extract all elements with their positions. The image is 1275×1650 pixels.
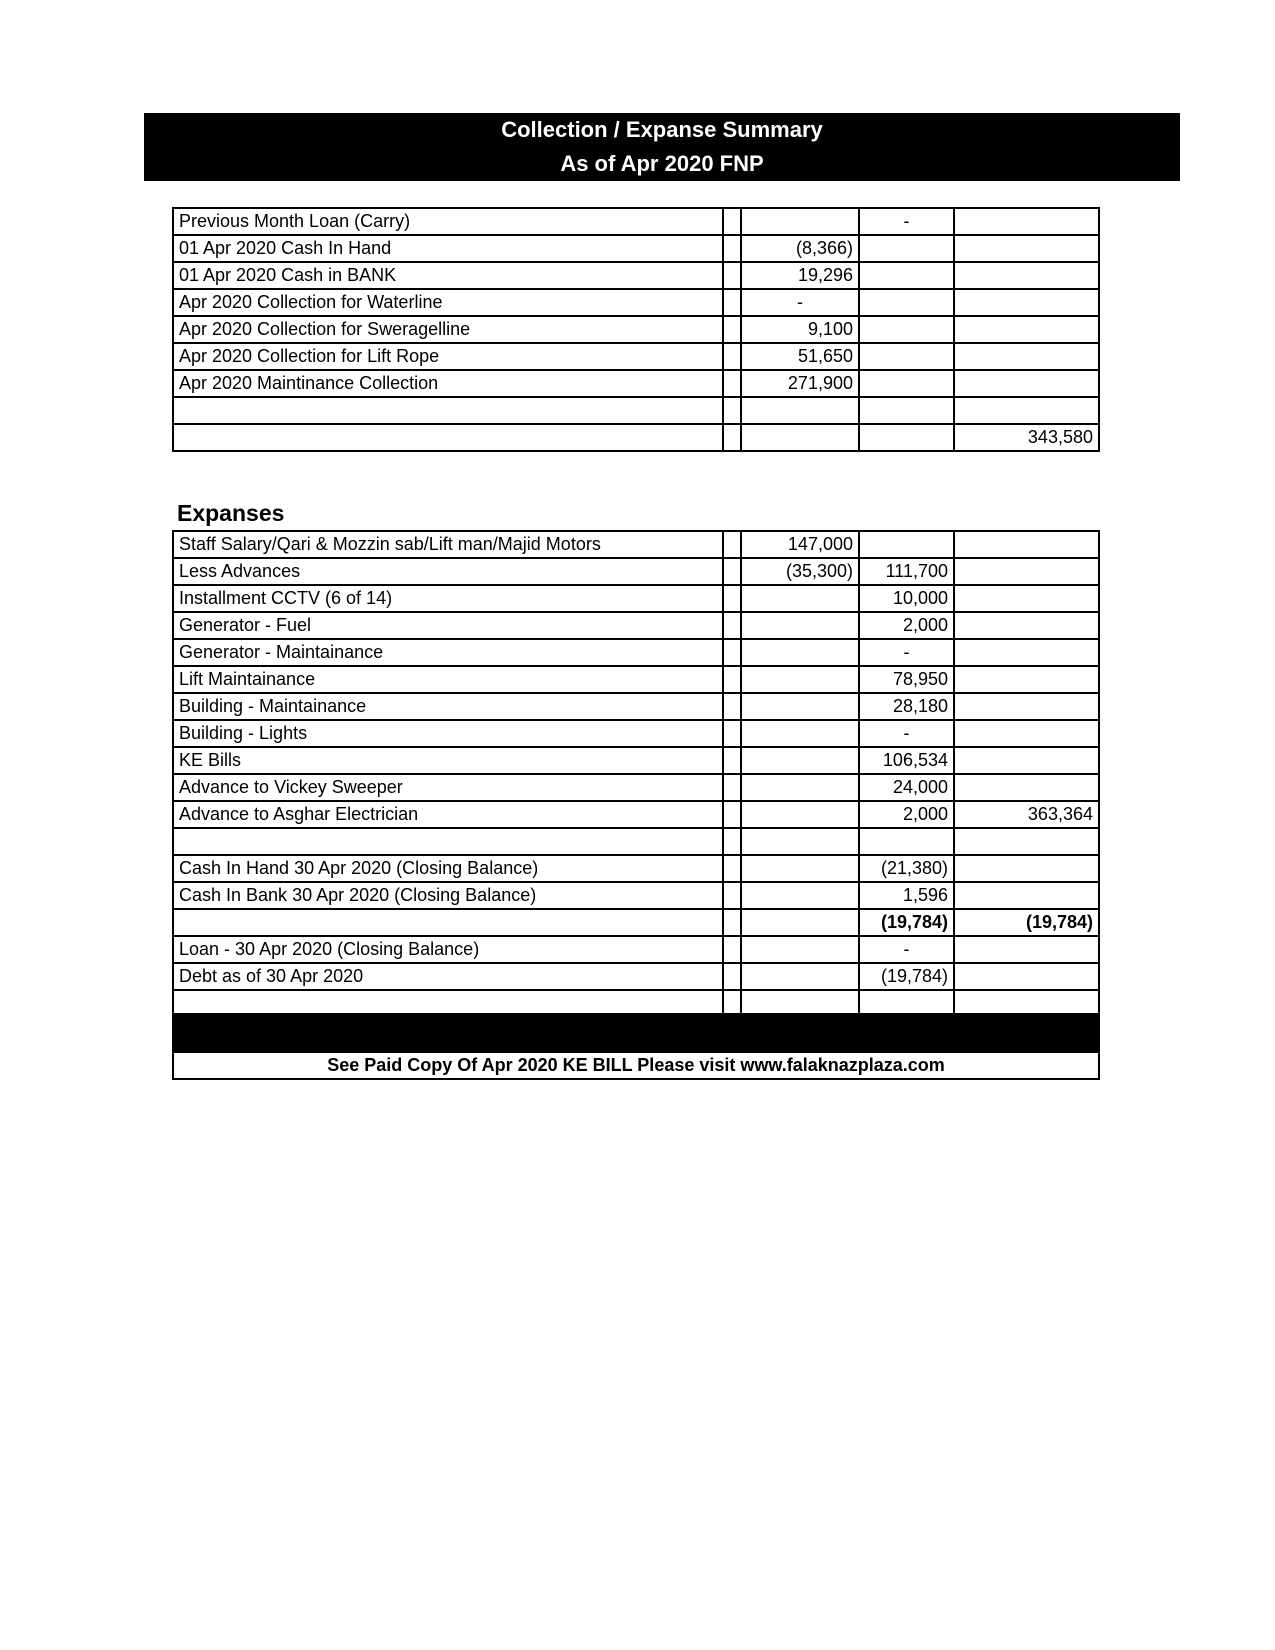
table-row (173, 585, 1099, 612)
expenses-heading: Expanses (177, 500, 285, 526)
table-row (173, 666, 1099, 693)
table-row (173, 612, 1099, 639)
table-row (173, 208, 1099, 235)
expenses-table (172, 530, 1100, 1080)
dark-band (173, 1014, 1099, 1052)
row-label: Building - Lights (173, 720, 723, 747)
table-row (173, 828, 1099, 855)
table-row (173, 747, 1099, 774)
row-value-c: 363,364 (954, 801, 1099, 828)
row-value-b (859, 397, 954, 424)
row-value-a: 19,296 (741, 262, 859, 289)
row-label: Previous Month Loan (Carry) (173, 208, 723, 235)
row-label: Staff Salary/Qari & Mozzin sab/Lift man/Majid Motors (173, 531, 723, 558)
row-label: Advance to Vickey Sweeper (173, 774, 723, 801)
row-label: Advance to Asghar Electrician (173, 801, 723, 828)
footer-row (173, 1052, 1099, 1079)
row-value-c (954, 639, 1099, 666)
table-row (173, 558, 1099, 585)
row-label: Installment CCTV (6 of 14) (173, 585, 723, 612)
row-value-b (859, 316, 954, 343)
row-value-b: 78,950 (859, 666, 954, 693)
row-value-c: 343,580 (954, 424, 1099, 451)
row-value-a (741, 747, 859, 774)
table-row (173, 397, 1099, 424)
row-value-c (954, 208, 1099, 235)
row-label (173, 397, 723, 424)
row-value-b: 24,000 (859, 774, 954, 801)
row-value-c (954, 774, 1099, 801)
row-value-a: 147,000 (741, 531, 859, 558)
debt-row (173, 963, 1099, 990)
row-label: Lift Maintainance (173, 666, 723, 693)
closing-total-c: (19,784) (954, 909, 1099, 936)
row-value: 1,596 (859, 882, 954, 909)
row-value-b (859, 289, 954, 316)
row-value-b: - (859, 208, 954, 235)
row-label: Cash In Bank 30 Apr 2020 (Closing Balance) (173, 882, 723, 909)
row-value-a (741, 585, 859, 612)
row-label: KE Bills (173, 747, 723, 774)
row-label: Less Advances (173, 558, 723, 585)
table-row (173, 316, 1099, 343)
row-value-a: - (741, 289, 859, 316)
table-row (173, 639, 1099, 666)
table-row (173, 990, 1099, 1014)
row-value-a (741, 720, 859, 747)
row-value-b: 2,000 (859, 801, 954, 828)
row-value: - (859, 936, 954, 963)
row-value-b: 106,534 (859, 747, 954, 774)
table-row (173, 531, 1099, 558)
row-value-b: 28,180 (859, 693, 954, 720)
row-value-b: 10,000 (859, 585, 954, 612)
table-row (173, 370, 1099, 397)
row-value-c (954, 720, 1099, 747)
row-value-c (954, 262, 1099, 289)
page-subtitle: As of Apr 2020 FNP (560, 151, 764, 176)
row-label: Cash In Hand 30 Apr 2020 (Closing Balance) (173, 855, 723, 882)
table-row (173, 774, 1099, 801)
row-value-c (954, 612, 1099, 639)
row-value-a (741, 666, 859, 693)
row-value-b: - (859, 639, 954, 666)
row-value-a: 51,650 (741, 343, 859, 370)
collection-table (172, 207, 1100, 452)
row-label: Building - Maintainance (173, 693, 723, 720)
page-title: Collection / Expanse Summary (501, 117, 823, 142)
row-value-b (859, 235, 954, 262)
row-value-c (954, 531, 1099, 558)
row-value-a (741, 612, 859, 639)
row-value-a (741, 397, 859, 424)
row-label: Apr 2020 Collection for Sweragelline (173, 316, 723, 343)
row-value-c (954, 747, 1099, 774)
row-value-b: 111,700 (859, 558, 954, 585)
row-value-c (954, 585, 1099, 612)
footer-note: See Paid Copy Of Apr 2020 KE BILL Please visit www.falaknazplaza.com (173, 1052, 1099, 1079)
row-value-c (954, 289, 1099, 316)
table-row (173, 720, 1099, 747)
row-value-a (741, 801, 859, 828)
closing-total-row (173, 909, 1099, 936)
row-value-a: (8,366) (741, 235, 859, 262)
row-value-c (954, 370, 1099, 397)
row-value-b: - (859, 720, 954, 747)
row-label: Debt as of 30 Apr 2020 (173, 963, 723, 990)
table-row (173, 801, 1099, 828)
row-value-c (954, 666, 1099, 693)
closing-total-b: (19,784) (859, 909, 954, 936)
row-value-b (859, 531, 954, 558)
row-value-b (859, 262, 954, 289)
row-value-b (859, 343, 954, 370)
row-label: Loan - 30 Apr 2020 (Closing Balance) (173, 936, 723, 963)
row-value-a: (35,300) (741, 558, 859, 585)
cash-in-hand-row (173, 855, 1099, 882)
row-label: Apr 2020 Collection for Lift Rope (173, 343, 723, 370)
row-label: 01 Apr 2020 Cash in BANK (173, 262, 723, 289)
table-row (173, 343, 1099, 370)
row-value-a (741, 639, 859, 666)
table-row (173, 289, 1099, 316)
cash-in-bank-row (173, 882, 1099, 909)
row-value-c (954, 558, 1099, 585)
row-label: 01 Apr 2020 Cash In Hand (173, 235, 723, 262)
row-value: (19,784) (859, 963, 954, 990)
row-value-a (741, 693, 859, 720)
row-value-a (741, 208, 859, 235)
row-label: Generator - Fuel (173, 612, 723, 639)
title-banner (144, 113, 1180, 181)
loan-row (173, 936, 1099, 963)
table-row (173, 235, 1099, 262)
table-row (173, 262, 1099, 289)
row-value-c (954, 316, 1099, 343)
row-label: Generator - Maintainance (173, 639, 723, 666)
row-value-a (741, 424, 859, 451)
row-value-a: 9,100 (741, 316, 859, 343)
row-value-c (954, 235, 1099, 262)
row-label: Apr 2020 Collection for Waterline (173, 289, 723, 316)
row-value-a: 271,900 (741, 370, 859, 397)
table-row (173, 424, 1099, 451)
row-value-c (954, 397, 1099, 424)
row-value-c (954, 343, 1099, 370)
row-value-b (859, 370, 954, 397)
row-value: (21,380) (859, 855, 954, 882)
row-label: Apr 2020 Maintinance Collection (173, 370, 723, 397)
row-label (173, 424, 723, 451)
row-value-c (954, 693, 1099, 720)
row-value-a (741, 774, 859, 801)
row-value-b (859, 424, 954, 451)
table-row (173, 693, 1099, 720)
row-value-b: 2,000 (859, 612, 954, 639)
